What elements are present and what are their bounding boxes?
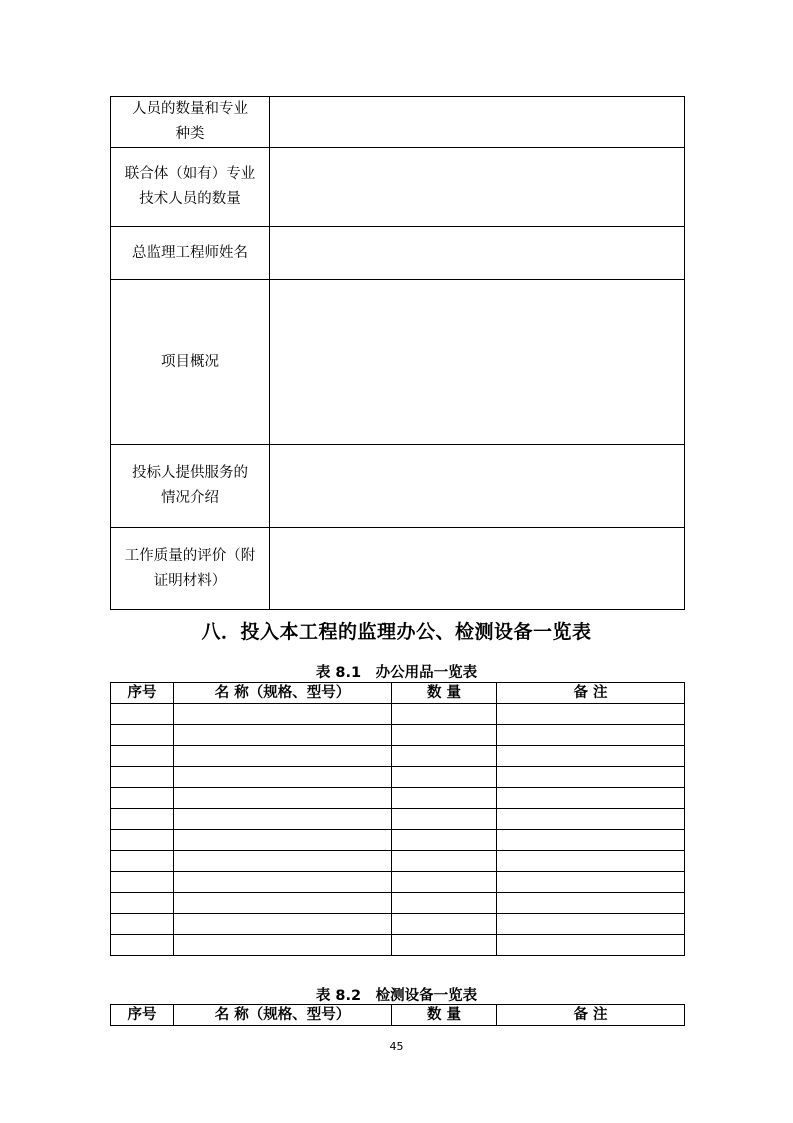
cell-name[interactable] [174, 809, 392, 830]
info-row-value[interactable] [270, 445, 685, 528]
table-header-row [111, 1005, 685, 1026]
info-row [111, 97, 685, 148]
cell-quantity[interactable] [392, 935, 497, 956]
cell-quantity[interactable] [392, 704, 497, 725]
table-8-1-caption: 表 8.1 办公用品一览表 [315, 665, 478, 681]
cell-remarks[interactable] [497, 872, 685, 893]
cell-quantity[interactable] [392, 914, 497, 935]
cell-quantity[interactable] [392, 725, 497, 746]
cell-serial[interactable] [111, 725, 174, 746]
cell-remarks[interactable] [497, 809, 685, 830]
info-table [110, 96, 685, 610]
table-row [111, 746, 685, 767]
testing-equipment-table [110, 1004, 685, 1026]
cell-name[interactable] [174, 767, 392, 788]
table-header-row [111, 683, 685, 704]
cell-serial[interactable] [111, 704, 174, 725]
table-8-2-caption: 表 8.2 检测设备一览表 [315, 988, 478, 1004]
cell-remarks[interactable] [497, 893, 685, 914]
table-row [111, 725, 685, 746]
info-row-value[interactable] [270, 280, 685, 445]
info-row-value[interactable] [270, 148, 685, 227]
cell-quantity[interactable] [392, 767, 497, 788]
cell-remarks[interactable] [497, 830, 685, 851]
cell-serial[interactable] [111, 809, 174, 830]
header-remarks: 备 注 [497, 683, 685, 704]
info-row-label: 工作质量的评价（附 证明材料） [111, 528, 270, 610]
table-row [111, 914, 685, 935]
header-serial: 序号 [111, 683, 174, 704]
info-row-label: 人员的数量和专业 种类 [111, 97, 270, 148]
info-row-label: 联合体（如有）专业 技术人员的数量 [111, 148, 270, 227]
cell-name[interactable] [174, 872, 392, 893]
cell-quantity[interactable] [392, 788, 497, 809]
cell-name[interactable] [174, 851, 392, 872]
cell-serial[interactable] [111, 935, 174, 956]
cell-name[interactable] [174, 914, 392, 935]
header-serial: 序号 [111, 1005, 174, 1026]
table-row [111, 893, 685, 914]
cell-serial[interactable] [111, 851, 174, 872]
header-quantity: 数 量 [392, 1005, 497, 1026]
info-row-value[interactable] [270, 528, 685, 610]
header-name: 名 称（规格、型号） [174, 683, 392, 704]
cell-serial[interactable] [111, 788, 174, 809]
cell-remarks[interactable] [497, 767, 685, 788]
info-row-value[interactable] [270, 97, 685, 148]
info-row-label: 项目概况 [111, 280, 270, 445]
cell-remarks[interactable] [497, 851, 685, 872]
cell-quantity[interactable] [392, 809, 497, 830]
cell-remarks[interactable] [497, 725, 685, 746]
table-row [111, 767, 685, 788]
section-title: 八．投入本工程的监理办公、检测设备一览表 [201, 621, 592, 643]
cell-serial[interactable] [111, 767, 174, 788]
page-number: 45 [389, 1040, 404, 1053]
cell-remarks[interactable] [497, 704, 685, 725]
info-row [111, 528, 685, 610]
info-row-value[interactable] [270, 227, 685, 280]
table-row [111, 851, 685, 872]
info-row [111, 227, 685, 280]
cell-serial[interactable] [111, 872, 174, 893]
table-row [111, 809, 685, 830]
info-row [111, 280, 685, 445]
info-row-label: 投标人提供服务的 情况介绍 [111, 445, 270, 528]
cell-quantity[interactable] [392, 746, 497, 767]
cell-quantity[interactable] [392, 830, 497, 851]
cell-name[interactable] [174, 725, 392, 746]
cell-name[interactable] [174, 788, 392, 809]
cell-name[interactable] [174, 830, 392, 851]
table-row [111, 872, 685, 893]
header-name: 名 称（规格、型号） [174, 1005, 392, 1026]
office-supplies-table [110, 682, 685, 956]
cell-quantity[interactable] [392, 893, 497, 914]
table-row [111, 830, 685, 851]
cell-serial[interactable] [111, 914, 174, 935]
cell-quantity[interactable] [392, 851, 497, 872]
table-row [111, 704, 685, 725]
cell-remarks[interactable] [497, 935, 685, 956]
header-quantity: 数 量 [392, 683, 497, 704]
cell-remarks[interactable] [497, 788, 685, 809]
cell-remarks[interactable] [497, 746, 685, 767]
info-row [111, 445, 685, 528]
table-row [111, 788, 685, 809]
cell-remarks[interactable] [497, 914, 685, 935]
cell-name[interactable] [174, 746, 392, 767]
cell-quantity[interactable] [392, 872, 497, 893]
cell-name[interactable] [174, 893, 392, 914]
cell-name[interactable] [174, 704, 392, 725]
header-remarks: 备 注 [497, 1005, 685, 1026]
info-row [111, 148, 685, 227]
table-row [111, 935, 685, 956]
cell-serial[interactable] [111, 830, 174, 851]
info-row-label: 总监理工程师姓名 [111, 227, 270, 280]
cell-serial[interactable] [111, 746, 174, 767]
cell-name[interactable] [174, 935, 392, 956]
cell-serial[interactable] [111, 893, 174, 914]
